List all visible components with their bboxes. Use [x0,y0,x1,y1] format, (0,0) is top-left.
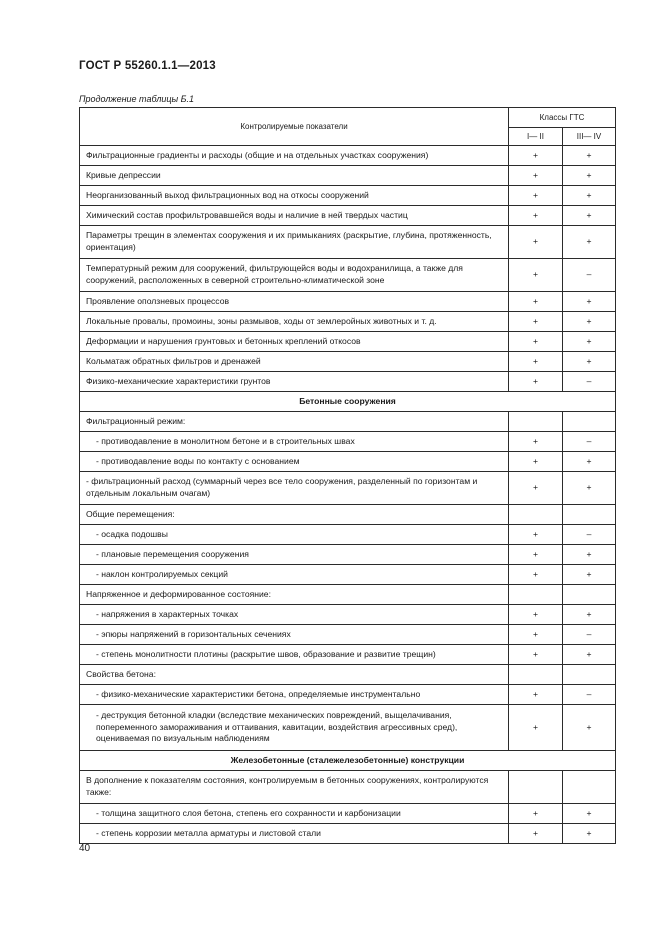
class-1-2-cell: + [509,226,563,259]
class-1-2-cell: + [509,259,563,292]
indicator-cell: - физико-механические характеристики бетона, определяемые инструментально [80,685,509,705]
monitoring-table [79,107,616,844]
class-3-4-cell: + [563,292,616,312]
indicator-cell: Деформации и нарушения грунтовых и бетонных креплений откосов [80,332,509,352]
class-1-2-cell: + [509,804,563,824]
class-1-2-cell: + [509,472,563,505]
column-header-class-1-2: I— II [509,128,563,146]
indicator-cell: Проявление оползневых процессов [80,292,509,312]
class-3-4-cell: + [563,645,616,665]
class-3-4-cell: + [563,452,616,472]
class-3-4-cell: + [563,226,616,259]
table-row [80,292,616,312]
class-3-4-cell: + [563,605,616,625]
class-3-4-cell: + [563,166,616,186]
indicator-cell: - эпюры напряжений в горизонтальных сечениях [80,625,509,645]
table-row [80,352,616,372]
class-3-4-cell [563,412,616,432]
class-3-4-cell: – [563,259,616,292]
table-row [80,505,616,525]
page-number: 40 [79,843,91,854]
table-row [80,804,616,824]
class-3-4-cell: + [563,545,616,565]
indicator-cell: Температурный режим для сооружений, фильтрующейся воды и водохранилища, а также для сооружений, расположенных в северной строительно-климатической зоне [80,259,509,292]
indicator-cell: - противодавление воды по контакту с основанием [80,452,509,472]
table-row [80,545,616,565]
class-1-2-cell: + [509,625,563,645]
class-3-4-cell: – [563,685,616,705]
class-3-4-cell: + [563,206,616,226]
section-row [80,751,616,771]
class-1-2-cell: + [509,146,563,166]
table-row [80,645,616,665]
class-3-4-cell [563,771,616,804]
column-header-class-3-4: III— IV [563,128,616,146]
document-id: ГОСТ Р 55260.1.1—2013 [79,60,216,72]
indicator-cell: Фильтрационные градиенты и расходы (общие и на отдельных участках сооружения) [80,146,509,166]
table-row [80,312,616,332]
class-1-2-cell: + [509,565,563,585]
class-3-4-cell: + [563,824,616,844]
class-1-2-cell: + [509,186,563,206]
indicator-cell: - толщина защитного слоя бетона, степень его сохранности и карбонизации [80,804,509,824]
class-3-4-cell: + [563,186,616,206]
table-row [80,166,616,186]
class-1-2-cell [509,585,563,605]
class-3-4-cell: – [563,525,616,545]
table-row [80,226,616,259]
class-3-4-cell: + [563,352,616,372]
class-3-4-cell: – [563,432,616,452]
indicator-cell: Напряженное и деформированное состояние: [80,585,509,605]
indicator-cell: - плановые перемещения сооружения [80,545,509,565]
class-3-4-cell: – [563,372,616,392]
table-row [80,432,616,452]
class-3-4-cell [563,505,616,525]
class-1-2-cell: + [509,685,563,705]
indicator-cell: - степень коррозии металла арматуры и листовой стали [80,824,509,844]
class-1-2-cell: + [509,206,563,226]
table-row [80,412,616,432]
class-3-4-cell: + [563,705,616,751]
indicator-cell: Физико-механические характеристики грунтов [80,372,509,392]
class-1-2-cell: + [509,332,563,352]
class-3-4-cell: + [563,146,616,166]
table-row [80,372,616,392]
table-row [80,472,616,505]
class-1-2-cell: + [509,824,563,844]
table-row [80,525,616,545]
class-1-2-cell: + [509,372,563,392]
table-row [80,665,616,685]
table-row [80,332,616,352]
indicator-cell: - степень монолитности плотины (раскрытие швов, образование и развитие трещин) [80,645,509,665]
class-1-2-cell: + [509,452,563,472]
table-row [80,206,616,226]
indicator-cell: Химический состав профильтровавшейся воды и наличие в ней твердых частиц [80,206,509,226]
class-1-2-cell: + [509,292,563,312]
indicator-cell: Общие перемещения: [80,505,509,525]
class-1-2-cell: + [509,352,563,372]
table-row [80,705,616,751]
table-row [80,452,616,472]
table-row [80,146,616,166]
class-1-2-cell: + [509,525,563,545]
table-body [80,146,616,844]
table-row [80,625,616,645]
class-1-2-cell [509,505,563,525]
class-1-2-cell: + [509,605,563,625]
class-3-4-cell [563,665,616,685]
class-1-2-cell [509,771,563,804]
class-1-2-cell: + [509,312,563,332]
class-1-2-cell: + [509,705,563,751]
section-row [80,392,616,412]
indicator-cell: - фильтрационный расход (суммарный через все тело сооружения, разделенный по горизонтам и отдельным локальным очагам) [80,472,509,505]
class-1-2-cell: + [509,432,563,452]
indicator-cell: Свойства бетона: [80,665,509,685]
indicator-cell: Кольматаж обратных фильтров и дренажей [80,352,509,372]
class-3-4-cell [563,585,616,605]
class-1-2-cell: + [509,645,563,665]
class-1-2-cell [509,665,563,685]
table-row [80,585,616,605]
indicator-cell: Локальные провалы, промоины, зоны размывов, ходы от землеройных животных и т. д. [80,312,509,332]
table-row [80,186,616,206]
indicator-cell: Фильтрационный режим: [80,412,509,432]
indicator-cell: В дополнение к показателям состояния, контролируемым в бетонных сооружениях, контролируются также: [80,771,509,804]
class-3-4-cell: – [563,625,616,645]
table-row [80,605,616,625]
indicator-cell: - осадка подошвы [80,525,509,545]
indicator-cell: - деструкция бетонной кладки (вследствие механических повреждений, выщелачивания, попеременного замораживания и оттаивания, кавитации, воздействия агрессивных сред), оцениваемая по визуальным наблюдениям [80,705,509,751]
section-title: Бетонные сооружения [80,392,616,412]
class-1-2-cell [509,412,563,432]
table-continuation-caption: Продолжение таблицы Б.1 [79,94,195,104]
table-row [80,824,616,844]
table-row [80,565,616,585]
indicator-cell: - напряжения в характерных точках [80,605,509,625]
section-title: Железобетонные (сталежелезобетонные) конструкции [80,751,616,771]
class-3-4-cell: + [563,804,616,824]
indicator-cell: Параметры трещин в элементах сооружения и их примыканиях (раскрытие, глубина, протяженность, ориентация) [80,226,509,259]
table-row [80,259,616,292]
column-header-classes: Классы ГТС [509,108,616,128]
class-1-2-cell: + [509,166,563,186]
indicator-cell: Неорганизованный выход фильтрационных вод на откосы сооружений [80,186,509,206]
class-3-4-cell: + [563,472,616,505]
class-1-2-cell: + [509,545,563,565]
indicator-cell: - противодавление в монолитном бетоне и в строительных швах [80,432,509,452]
table-row [80,685,616,705]
class-3-4-cell: + [563,565,616,585]
column-header-indicators: Контролируемые показатели [80,108,509,146]
class-3-4-cell: + [563,312,616,332]
class-3-4-cell: + [563,332,616,352]
indicator-cell: - наклон контролируемых секций [80,565,509,585]
indicator-cell: Кривые депрессии [80,166,509,186]
table-row [80,771,616,804]
